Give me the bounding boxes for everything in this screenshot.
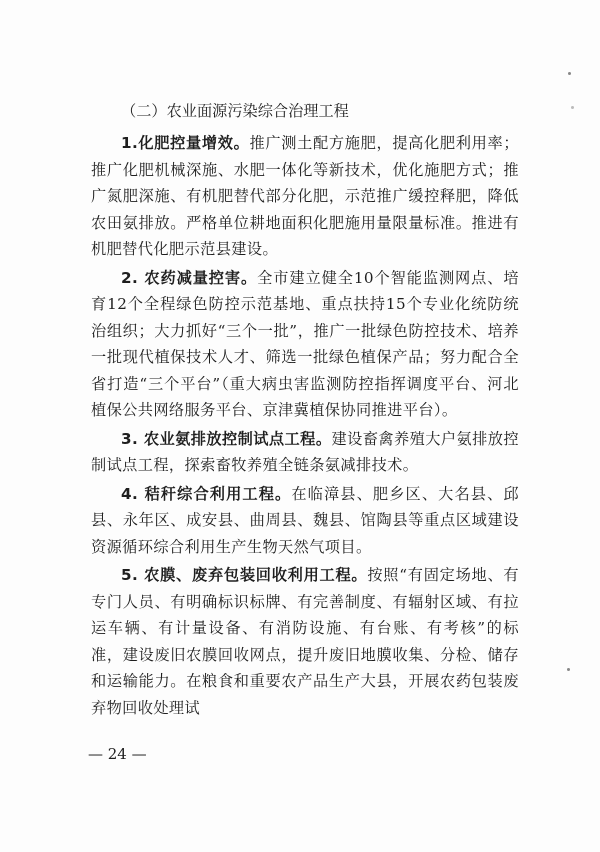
document-body [91,98,519,723]
paragraph-fertilizer-control [91,130,519,263]
paragraph-ammonia-control [91,426,519,479]
scan-artifact [568,72,571,75]
paragraph-lead: 2. 农药减量控害。 [121,268,258,287]
paragraph-body: 推广测土配方施肥，提高化肥利用率；推广化肥机械深施、水肥一体化等新技术，优化施肥方式；推广氮肥深施、有机肥替代部分化肥，示范推广缓控释肥，降低农田氨排放。严格单位耕地面积化肥施用量限量标准。推进有机肥替代化肥示范县建设。 [91,134,519,258]
paragraph-body: 在临漳县、肥乡区、大名县、邱县、永年区、成安县、曲周县、魏县、馆陶县等重点区域建设资源循环综合利用生产生物天然气项目。 [91,484,519,556]
scan-artifact [571,106,574,109]
section-heading: （二）农业面源污染综合治理工程 [121,102,349,120]
paragraph-lead: 5. 农膜、废弃包装回收利用工程。 [121,566,368,584]
paragraph-straw-utilization [91,481,519,561]
paragraph-lead: 4. 秸秆综合利用工程。 [121,484,292,503]
paragraph-film-packaging-recycling [91,562,519,721]
paragraph-lead: 3. 农业氨排放控制试点工程。 [121,429,332,448]
scan-artifact [567,668,570,671]
paragraph-body: 按照“有固定场地、有专门人员、有明确标识标牌、有完善制度、有辐射区域、有拉运车辆、有计量设备、有消防设施、有台账、有考核”的标准，建设废旧农膜回收网点，提升废旧地膜收集、分检、储存和运输能力。在粮食和重要农产品生产大县，开展农药包装废弃物回收处理试 [91,566,519,717]
paragraph-body: 全市建立健全10个智能监测网点、培育12个全程绿色防控示范基地、重点扶持15个专业化统防统治组织；大力抓好“三个一批”，推广一批绿色防控技术、培养一批现代植保技术人才、筛选一批绿色植保产品；努力配合全省打造“三个平台”（重大病虫害监测防控指挥调度平台、河北植保公共网络服务平台、京津冀植保协同推进平台）。 [91,268,519,419]
paragraph-lead: 1.化肥控量增效。 [121,134,250,152]
paragraph-pesticide-reduction [91,265,519,424]
paragraph-body: 建设畜禽养殖大户氨排放控制试点工程，探索畜牧养殖全链条氨减排技术。 [91,429,519,474]
page-number: — 24 — [88,745,147,763]
